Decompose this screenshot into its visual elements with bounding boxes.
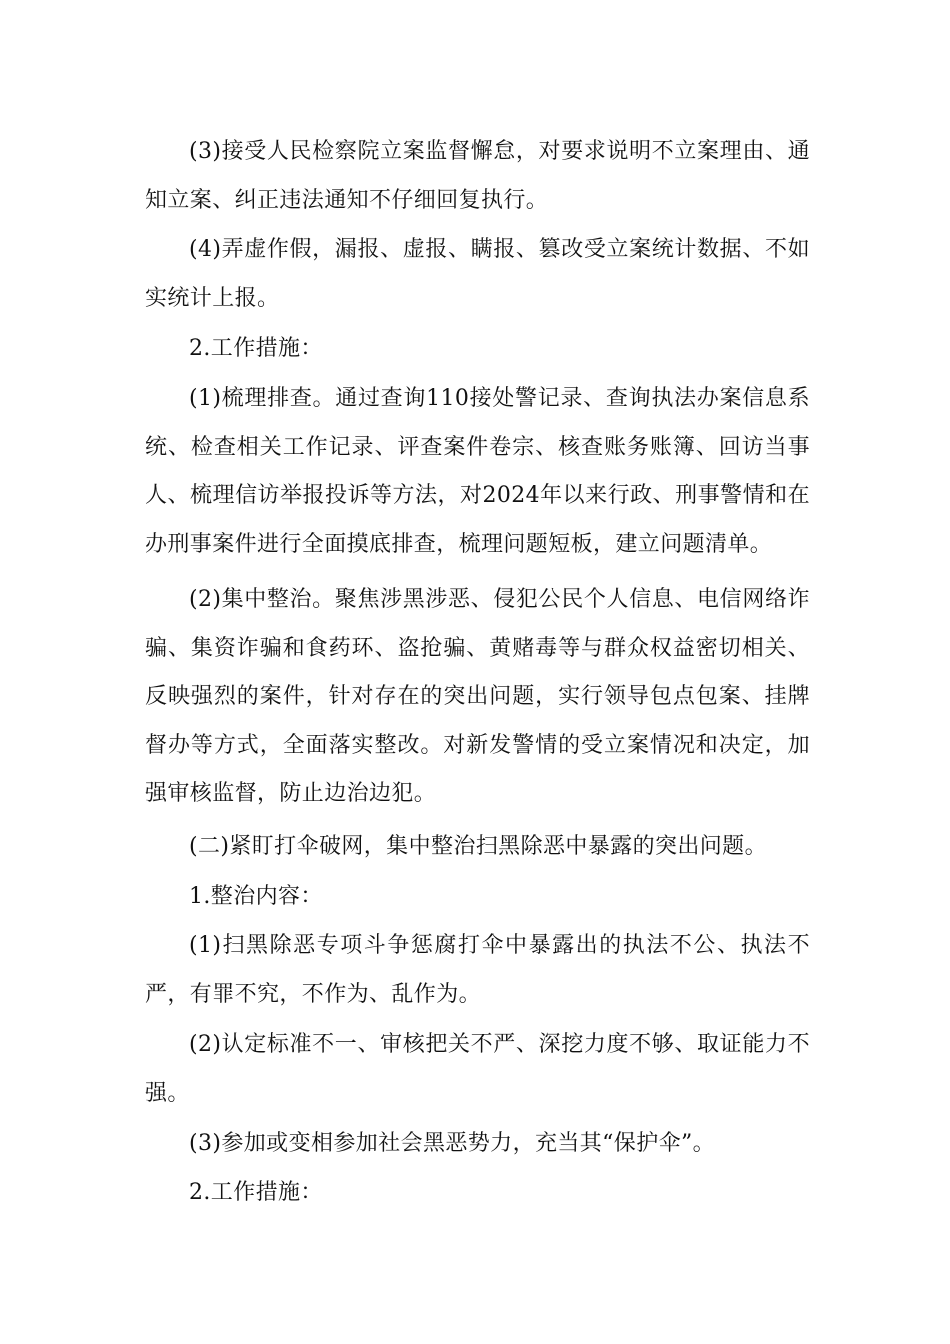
paragraph-5: (2)集中整治。聚焦涉黑涉恶、侵犯公民个人信息、电信网络诈骗、集资诈骗和食药环、盗抢骗、黄赌毒等与群众权益密切相关、反映强烈的案件，针对存在的突出问题，实行领导包点包案、挂牌督办等方式，全面落实整改。对新发警情的受立案情况和决定，加强审核监督，防止边治边犯。 — [145, 587, 810, 806]
paragraph-6: (二)紧盯打伞破网，集中整治扫黑除恶中暴露的突出问题。 — [189, 834, 767, 859]
paragraph-2: (4)弄虚作假，漏报、虚报、瞒报、篡改受立案统计数据、不如实统计上报。 — [145, 237, 810, 311]
paragraph-3: 2.工作措施： — [189, 336, 323, 361]
paragraph-10: (3)参加或变相参加社会黑恶势力，充当其“保护伞”。 — [189, 1131, 716, 1156]
paragraph-8: (1)扫黑除恶专项斗争惩腐打伞中暴露出的执法不公、执法不严，有罪不究，不作为、乱作为。 — [145, 933, 810, 1007]
paragraph-9: (2)认定标准不一、审核把关不严、深挖力度不够、取证能力不强。 — [145, 1032, 810, 1106]
paragraph-7: 1.整治内容： — [189, 884, 323, 909]
paragraph-4: (1)梳理排查。通过查询110接处警记录、查询执法办案信息系统、检查相关工作记录、评查案件卷宗、核查账务账簿、回访当事人、梳理信访举报投诉等方法，对2024年以来行政、刑事警情和在办刑事案件进行全面摸底排查，梳理问题短板，建立问题清单。 — [145, 386, 810, 557]
paragraph-1: (3)接受人民检察院立案监督懈怠，对要求说明不立案理由、通知立案、纠正违法通知不仔细回复执行。 — [145, 139, 810, 213]
paragraph-11: 2.工作措施： — [189, 1180, 323, 1205]
